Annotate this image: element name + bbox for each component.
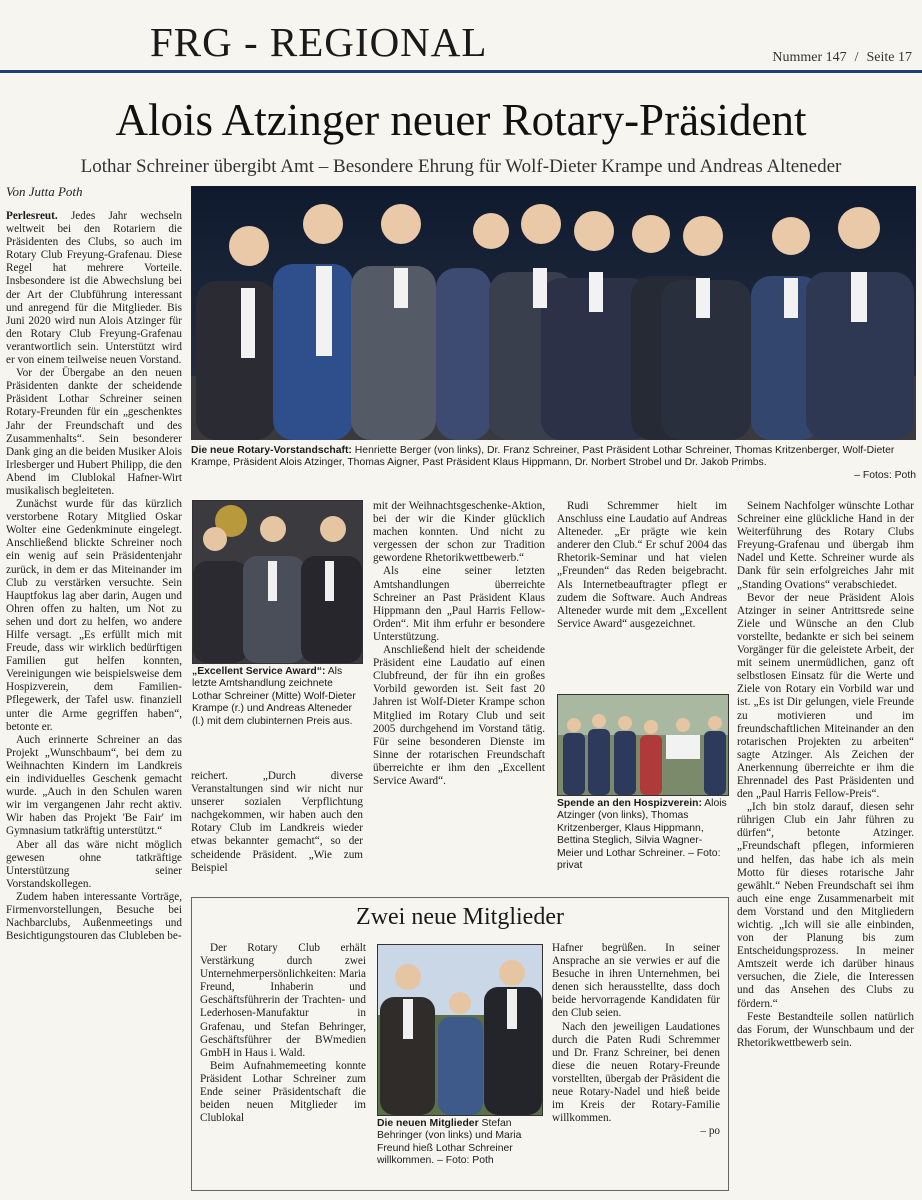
paragraph: Bevor der neue Präsident Alois Atzinger in seiner Antrittsrede seine Ziele und Wünsche an den Club vorstellte, bedankte er sich bei seinem Vorgänger für die geleistete Arbeit, der mit seinem unermüdlichen, ganz oft selbstlosen Einsatz für die Werte und Ziele von Rotary ein Vorbild war und ist. „Es ist Dir gelungen, viele Freunde zu motivieren und im freundschaftlichen Miteinander an den rotarischen Projekten zu arbeiten“ sagte Atzinger. Als Zeichen der Anerkennung überreichte er ihm die Ehrennadel des Past Präsidenten und den „Paul Harris Fellow-Preis“. bbox=[737, 591, 914, 801]
new-members-photo-image bbox=[378, 945, 542, 1115]
page-number: Seite 17 bbox=[866, 50, 912, 65]
paragraph: reichert. „Durch diverse Veranstaltungen sind wir nicht nur unserer sozialen Verpflichtung nachgekommen, wir haben auch den Rotary Club im Landkreis wieder etwas bekannter gemacht“, so der scheidende Präsident. „Wie zum Beispiel bbox=[191, 770, 363, 874]
group-photo-image bbox=[191, 186, 916, 440]
paragraph: Rudi Schremmer hielt im Anschluss eine Laudatio auf Andreas Alteneder. „Er prägte wie kein anderer den Club.“ Er schuf 2004 das Rhetorik-Seminar und hat vielen „Freunden“ das Reden beigebracht. Als Internetbeauftragter pflegt er zudem die Software. Auch Andreas Alteneder wurde mit dem „Excellent Service Award“ ausgezeichnet. bbox=[557, 500, 727, 630]
new-members-photo-caption bbox=[377, 1118, 541, 1168]
article-byline: Von Jutta Poth bbox=[6, 184, 83, 199]
new-members-photo bbox=[377, 944, 543, 1116]
award-photo-caption bbox=[192, 666, 361, 728]
paragraph: Anschließend hielt der scheidende Präsident eine Laudatio auf einen Clubfreund, der für ihn ein großes Vorbild geworden ist. Seit fast 20 Jahren ist Wolf-Dieter Krampe schon Mitglied im Rotary Club und seit 2005 durchgehend im Vorstand tätig. Für seine besonderen Dienste im Sinne der rotarischen Freundschaft überreichte er ihm den „Excellent Service Award“. bbox=[373, 644, 545, 787]
hospiz-photo-caption bbox=[557, 798, 727, 872]
paragraph: „Ich bin stolz darauf, diesen sehr rührigen Club ein Jahr führen zu dürfen“, betonte Atzinger. „Freundschaft pflegen, informieren und helfen, das habe ich als mein Motto für dieses rotarische Jahr gewählt.“ Neben Freundschaft sei ihm auch eine enge Zusammenarbeit mit dem Vorstand und den Mitgliedern wichtig. „Ich will sie alle einbinden, von der Planung bis zum Entscheidungsprozess. In meiner Amtszeit werde ich darüber hinaus versuchen, die Ziele, die Interessen und das Ansehen des Clubs zu fördern.“ bbox=[737, 801, 914, 1010]
main-photo-caption bbox=[191, 445, 916, 482]
main-group-photo bbox=[191, 186, 916, 440]
award-photo-image bbox=[193, 501, 362, 663]
section-title: FRG - REGIONAL bbox=[150, 19, 488, 65]
award-photo bbox=[192, 500, 363, 664]
article-column-2a bbox=[191, 770, 363, 890]
caption-text: Henriette Berger (von links), Dr. Franz Schreiner, Past Präsident Lothar Schreiner, Thomas Kritzenberger, Wolf-Dieter Krampe, Präsident Alois Atzinger, Thomas Aigner, Past Präsident Klaus Hippmann, Dr. Norbert Strobel und Dr. Jakob Primbs. bbox=[191, 445, 895, 469]
article-subheadline: Lothar Schreiner übergibt Amt – Besondere Ehrung für Wolf-Dieter Krampe und Andreas Alteneder bbox=[80, 156, 842, 177]
author-signoff: – po bbox=[700, 1125, 720, 1138]
issue-info bbox=[772, 50, 912, 66]
paragraph: Zudem haben interessante Vorträge, Firmenvorstellungen, Besuche bei Nachbarclubs, Außenmeetings und Besichtigungstouren das Clubleben be- bbox=[6, 890, 182, 943]
caption-lead: Spende an den Hospizverein: bbox=[557, 798, 702, 809]
paragraph: Auch erinnerte Schreiner an das Projekt „Wunschbaum“, bei dem zu Weihnachten Kindern im Landkreis ein individuelles Geschenk gemacht wurde. „Auch in den Schulen waren wir im vergangenen Jahr recht aktiv. Wir haben das Projekt 'Be Fair' im Gymnasium tatkräftig unterstützt.“ bbox=[6, 733, 182, 838]
caption-lead: Die neuen Mitglieder bbox=[377, 1118, 479, 1129]
paragraph: Zunächst wurde für das kürzlich verstorbene Rotary Mitglied Oskar Wolter eine Gedenkminute eingelegt. Anschließend blickte Schreiner noch ein wenig auf sein Präsidentenjahr zurück, in dem er das Miteinander im Club zu verstärken versuchte. Sein Hauptfokus lag aber darin, Augen und Ohren offen zu halten, um Not zu sehen und dort zu helfen, wo andere Hilfe versagt. „Es erfüllt mich mit Freude, dass wir wirklich bedürftigen Familien gut helfen konnten, Vereinigungen wie beispielsweise dem Hospizverein, dem Familien-Pflegewerk, der Tafel usw. finanziell unter die Arme gegriffen haben“, betonte er. bbox=[6, 498, 182, 733]
article-column-5 bbox=[737, 500, 914, 1195]
photo-credit: – Fotos: Poth bbox=[854, 469, 916, 481]
hospiz-photo bbox=[557, 694, 729, 796]
caption-text: Als letzte Amtshandlung zeichnete Lothar Schreiner (Mitte) Wolf-Dieter Krampe (r.) und Andreas Alteneder (l.) mit dem clubinternen Preis aus. bbox=[192, 666, 356, 727]
article-column-1 bbox=[6, 210, 182, 1195]
paragraph: Jedes Jahr wechseln weltweit bei den Rotariern die Präsidenten des Clubs, so auch im Rotary Club Freyung-Grafenau. Diese Regel hat mehrere Vorteile. Insbesondere ist die Abwechslung bei der Art der Clubführung interessant und anregend für die Mitglieder. Bis Juni 2020 wird nun Alois Atzinger für den Rotary Club Freyung-Grafenau verantwortlich sein. Unterstützt wird er von einem teilweise neuen Vorstand. bbox=[6, 210, 182, 367]
hospiz-photo-image bbox=[558, 695, 728, 795]
article-column-4 bbox=[557, 500, 727, 688]
paragraph: Feste Bestandteile sollen natürlich das Forum, der Wunschbaum und der Rhetorikwettbewerb sein. bbox=[737, 1010, 914, 1049]
paragraph: Seinem Nachfolger wünschte Lothar Schreiner eine glückliche Hand in der Weiterführung des Rotary Clubs Freyung-Grafenau und übergab ihm Nadel und Kette. Schreiner wurde als Dank für sein erfolgreiches Jahr mit „Standing Ovations“ verabschiedet. bbox=[737, 500, 914, 591]
paragraph: Aber all das wäre nicht möglich gewesen ohne tatkräftige Unterstützung seiner Vorstandskollegen. bbox=[6, 838, 182, 890]
paragraph: Der Rotary Club erhält Verstärkung durch zwei Unternehmerpersönlichkeiten: Maria Freund, Inhaberin und Geschäftsführerin der Trachten- und Lederhosen-Manufaktur in Grafenau, und Stefan Behringer, Geschäftsführer der BWmedien GmbH in Haus i. Wald. bbox=[200, 942, 366, 1059]
paragraph: mit der Weihnachtsgeschenke-Aktion, bei der wir die Kinder glücklich machen konnten. Und nicht zu vergessen der schon zur Tradition gewordene Rhetorikwettbewerb.“ bbox=[373, 500, 545, 565]
caption-text: Alois Atzinger (von links), Thomas Kritzenberger, Klaus Hippmann, Bettina Steglich, Silvia Wagner-Meier und Lothar Schreiner. bbox=[557, 798, 727, 859]
issue-number: Nummer 147 bbox=[772, 50, 847, 65]
paragraph: Hafner begrüßen. In seiner Ansprache an sie verwies er auf die Besuche in ihren Unternehmen, bei denen sich herausstellte, dass doch beide hervorragende Kandidaten für den Club seien. bbox=[552, 942, 720, 1020]
box-column-left bbox=[200, 942, 366, 1182]
box-title: Zwei neue Mitglieder bbox=[356, 904, 564, 930]
photo-credit: – Foto: Poth bbox=[437, 1155, 494, 1167]
issue-separator: / bbox=[854, 50, 859, 65]
paragraph: Als eine seiner letzten Amtshandlungen überreichte Schreiner an Past Präsident Klaus Hippmann den „Paul Harris Fellow-Orden“. Mit ihm erfuhr er besondere Unterstützung. bbox=[373, 565, 545, 643]
caption-lead: „Excellent Service Award“: bbox=[192, 666, 326, 677]
paragraph: Nach den jeweiligen Laudationes durch die Paten Rudi Schremmer und Dr. Franz Schreiner, bei denen diese die neuen Rotary-Freunde vorstellten, übergab der Präsident die neue Rotary-Nadel und hieß beide im Kreis der Rotary-Familie willkommen. bbox=[552, 1020, 720, 1125]
box-column-right bbox=[552, 942, 720, 1182]
article-column-3 bbox=[373, 500, 545, 890]
paragraph: Vor der Übergabe an den neuen Präsidenten dankte der scheidende Präsident Lothar Schreiner seinen Rotary-Freunden für ein „geschenktes Jahr der Freundschaft und des Zusammenhalts“. Sein besonderer Dank ging an die beiden Musiker Alois Irlesberger und Hubert Philipp, die den Abend im Clublokal Hafner-Wirt musikalisch begleiteten. bbox=[6, 367, 182, 497]
article-headline: Alois Atzinger neuer Rotary-Präsident bbox=[115, 95, 807, 145]
caption-lead: Die neue Rotary-Vorstandschaft: bbox=[191, 445, 352, 456]
photo-credit: – Foto: privat bbox=[557, 847, 721, 872]
paragraph: Beim Aufnahmemeeting konnte Präsident Lothar Schreiner zum Ende seiner Präsidentschaft die beiden neuen Mitglieder im Clublokal bbox=[200, 1059, 366, 1125]
dateline: Perlesreut. bbox=[6, 210, 58, 222]
header-rule bbox=[0, 70, 922, 73]
caption-text: Stefan Behringer (von links) und Maria Freund hieß Lothar Schreiner willkommen. bbox=[377, 1118, 522, 1167]
